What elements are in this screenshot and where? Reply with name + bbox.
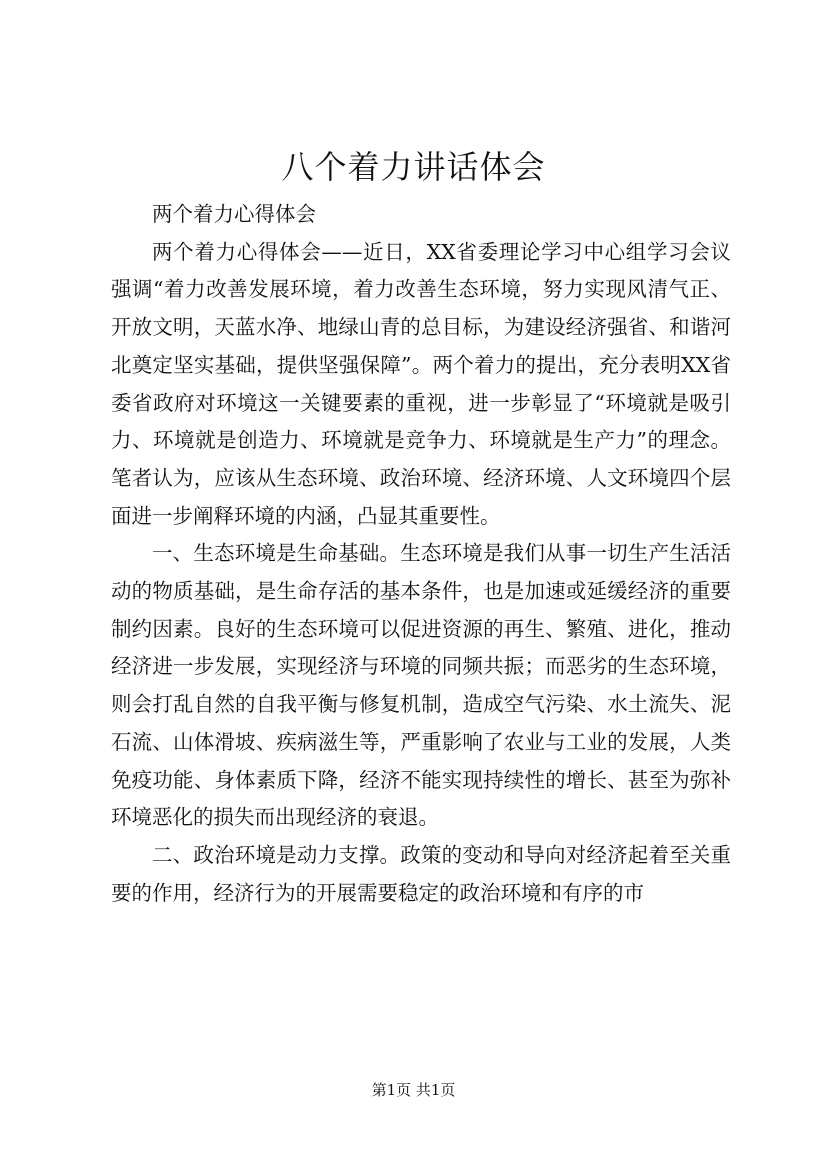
page-footer: 第1页 共1页 xyxy=(371,1081,456,1099)
paragraph-intro: 两个着力心得体会——近日，XX省委理论学习中心组学习会议强调“着力改善发展环境，着力改善生态环境，努力实现风清气正、开放文明，天蓝水净、地绿山青的总目标，为建设经济强省、和谐河北奠定坚实基础，提供坚强保障”。两个着力的提出，充分表明XX省委省政府对环境这一关键要素的重视，进一步彰显了“环境就是吸引力、环境就是创造力、环境就是竞争力、环境就是生产力”的理念。笔者认为，应该从生态环境、政治环境、经济环境、人文环境四个层面进一步阐释环境的内涵，凸显其重要性。 xyxy=(111,239,731,528)
paragraph-political: 二、政治环境是动力支撑。政策的变动和导向对经济起着至关重要的作用，经济行为的开展需要稳定的政治环境和有序的市 xyxy=(111,842,731,905)
paragraph-ecological: 一、生态环境是生命基础。生态环境是我们从事一切生产生活活动的物质基础，是生命存活的基本条件，也是加速或延缓经济的重要制约因素。良好的生态环境可以促进资源的再生、繁殖、进化，推动经济进一步发展，实现经济与环境的同频共振；而恶劣的生态环境，则会打乱自然的自我平衡与修复机制，造成空气污染、水土流失、泥石流、山体滑坡、疾病滋生等，严重影响了农业与工业的发展，人类免疫功能、身体素质下降，经济不能实现持续性的增长、甚至为弥补环境恶化的损失而出现经济的衰退。 xyxy=(111,541,731,830)
document-body xyxy=(111,196,731,912)
document-title: 八个着力讲话体会 xyxy=(281,148,546,186)
paragraph-subtitle: 两个着力心得体会 xyxy=(152,202,316,226)
